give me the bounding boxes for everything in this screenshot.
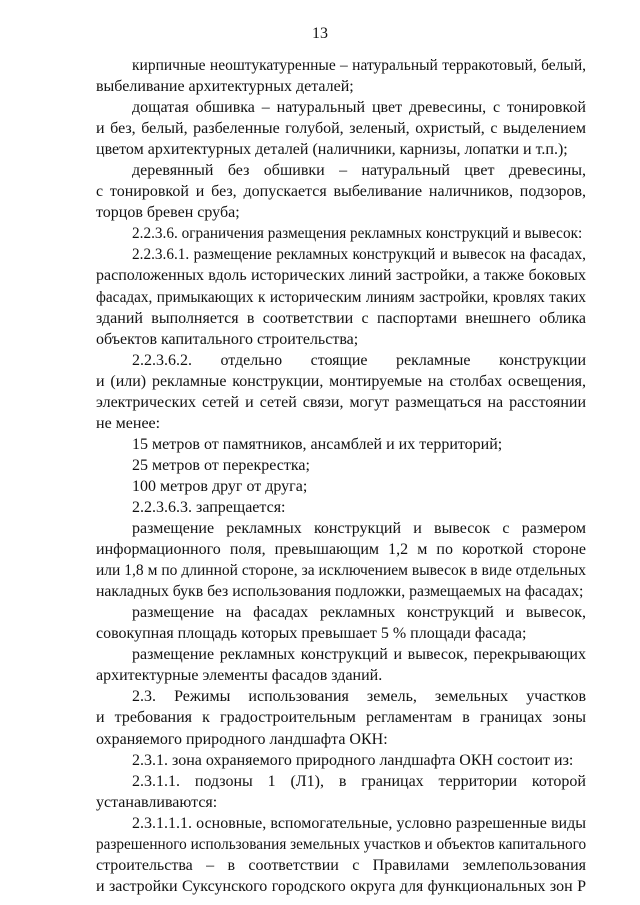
text-line: строительства – в соответствии с Правилами землепользования bbox=[96, 856, 586, 874]
text-line: 2.2.3.6. ограничения размещения рекламных конструкций и вывесок: bbox=[132, 225, 583, 243]
text-line: архитектурные элементы фасадов зданий. bbox=[96, 667, 383, 685]
text-line: торцов бревен сруба; bbox=[96, 204, 240, 222]
text-line: деревянный без обшивки – натуральный цвет древесины, bbox=[132, 162, 586, 180]
text-line: объектов капитального строительства; bbox=[96, 330, 359, 348]
text-line: и (или) рекламные конструкции, монтируемые на столбах освещения, bbox=[96, 372, 586, 390]
text-line: выбеливание архитектурных деталей; bbox=[96, 78, 354, 96]
text-line: устанавливаются: bbox=[96, 793, 218, 811]
text-line: 2.3.1.1.1. основные, вспомогательные, условно разрешенные виды bbox=[132, 814, 586, 832]
text-line: фасадах, примыкающих к историческим линиям застройки, кровлях таких bbox=[96, 288, 586, 306]
text-line: 100 метров друг от друга; bbox=[132, 477, 308, 495]
text-line: 15 метров от памятников, ансамблей и их территорий; bbox=[132, 435, 503, 453]
text-line: накладных букв без использования подложки, размещаемых на фасадах; bbox=[96, 583, 584, 601]
text-line: 2.3.1. зона охраняемого природного ландшафта ОКН состоит из: bbox=[132, 751, 574, 769]
text-line: расположенных вдоль исторических линий застройки, а также боковых bbox=[96, 267, 586, 285]
text-line: 2.2.3.6.2. отдельно стоящие рекламные конструкции bbox=[132, 351, 586, 369]
text-line: информационного поля, превышающим 1,2 м по короткой стороне bbox=[96, 541, 586, 559]
text-line: электрических сетей и сетей связи, могут размещаться на расстоянии bbox=[96, 393, 586, 411]
document-body bbox=[96, 55, 586, 897]
text-line: 2.2.3.6.1. размещение рекламных конструкций и вывесок на фасадах, bbox=[132, 246, 586, 264]
text-line: кирпичные неоштукатуренные – натуральный терракотовый, белый, bbox=[132, 57, 586, 74]
text-line: дощатая обшивка – натуральный цвет древесины, с тонировкой bbox=[132, 99, 586, 117]
text-line: размещение рекламных конструкций и вывесок с размером bbox=[132, 520, 586, 538]
text-line: совокупная площадь которых превышает 5 % площади фасада; bbox=[96, 625, 527, 643]
text-line: охраняемого природного ландшафта ОКН: bbox=[96, 730, 388, 748]
text-line: и требования к градостроительным регламентам в границах зоны bbox=[96, 709, 586, 727]
text-line: и без, белый, разбеленные голубой, зеленый, охристый, с выделением bbox=[96, 120, 586, 138]
text-line: 2.3. Режимы использования земель, земельных участков bbox=[132, 688, 586, 706]
text-line: цветом архитектурных деталей (наличники, карнизы, лопатки и т.п.); bbox=[96, 141, 568, 159]
text-line: разрешенного использования земельных участков и объектов капитального bbox=[96, 835, 587, 853]
text-line: размещение рекламных конструкций и вывесок, перекрывающих bbox=[132, 646, 586, 664]
page-number: 13 bbox=[312, 25, 328, 42]
text-line: с тонировкой и без, допускается выбеливание наличников, подзоров, bbox=[96, 183, 586, 201]
text-line: не менее: bbox=[96, 414, 161, 432]
text-line: 25 метров от перекрестка; bbox=[132, 456, 310, 474]
text-line: зданий выполняется в соответствии с паспортами внешнего облика bbox=[96, 309, 586, 327]
text-line: 2.2.3.6.3. запрещается: bbox=[132, 498, 286, 516]
text-line: размещение на фасадах рекламных конструкций и вывесок, bbox=[132, 604, 586, 622]
text-line: 2.3.1.1. подзоны 1 (Л1), в границах территории которой bbox=[132, 772, 586, 790]
text-line: и застройки Суксунского городского округа для функциональных зон Р bbox=[96, 877, 586, 895]
text-line: или 1,8 м по длинной стороне, за исключением вывесок в виде отдельных bbox=[96, 562, 586, 580]
